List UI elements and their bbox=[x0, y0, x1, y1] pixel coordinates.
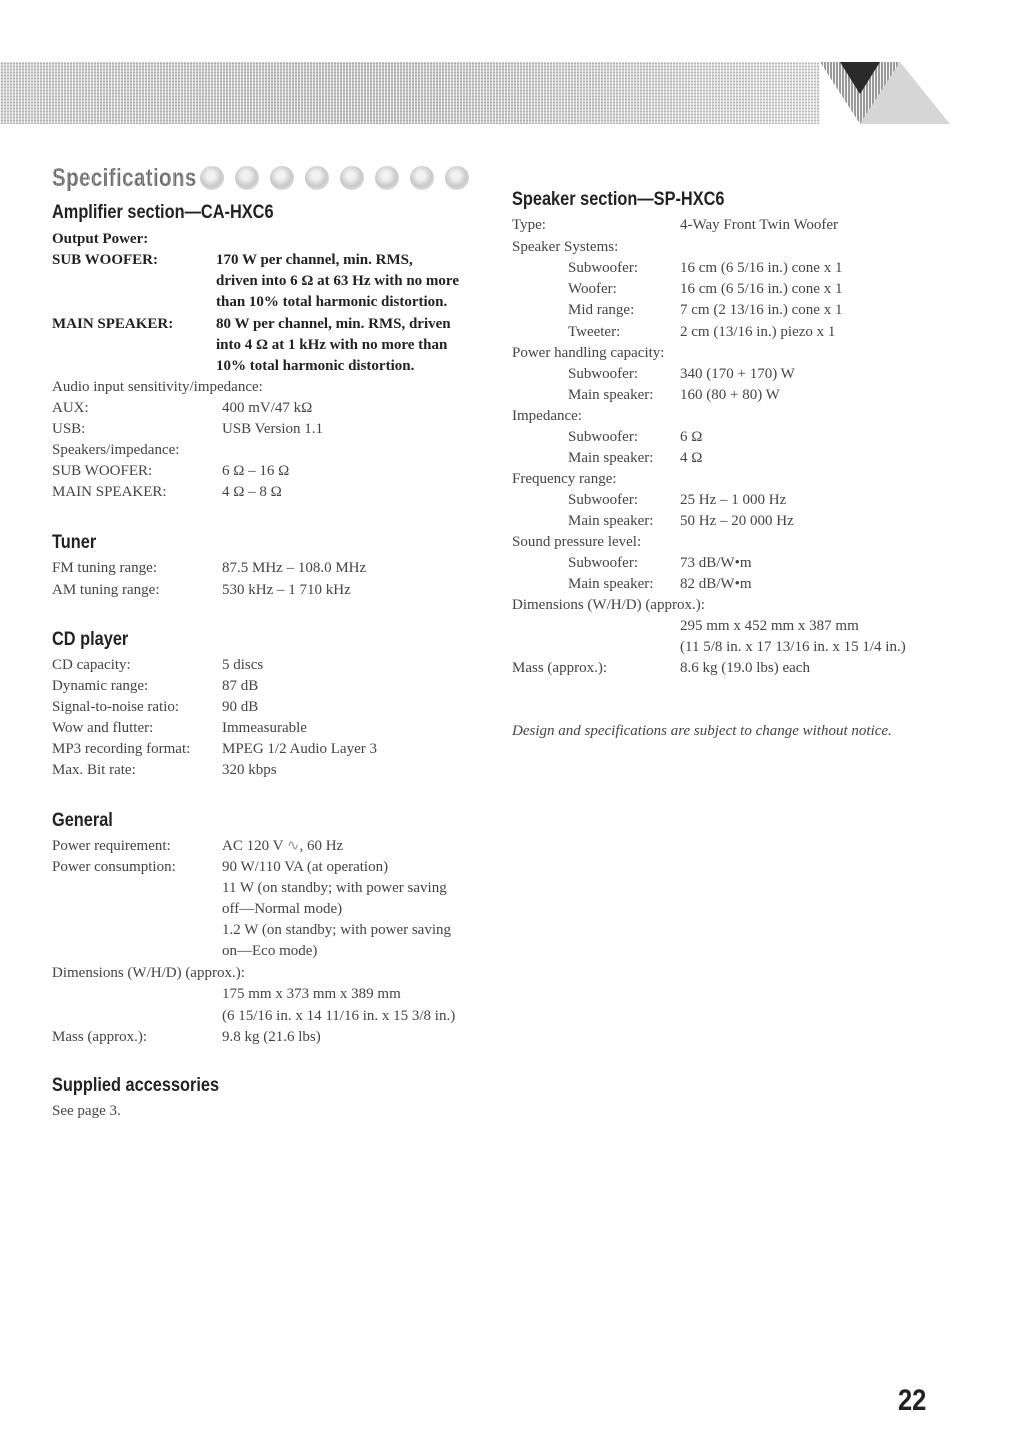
subwoofer-value: 16 cm (6 5/16 in.) cone x 1 bbox=[680, 260, 843, 276]
power-requirement-value bbox=[222, 836, 343, 856]
freq-subwoofer-label: Subwoofer: bbox=[568, 492, 638, 508]
page-title: Specifications bbox=[52, 164, 197, 192]
dot-icon bbox=[445, 166, 469, 190]
spl-main-label: Main speaker: bbox=[568, 576, 654, 592]
speaker-type-value: 4-Way Front Twin Woofer bbox=[680, 217, 839, 233]
general-dimensions-label: Dimensions (W/H/D) (approx.): bbox=[52, 965, 245, 981]
woofer-label: Woofer: bbox=[568, 281, 617, 297]
power-requirement-voltage: AC 120 V bbox=[222, 838, 284, 854]
speakers-impedance-label: Speakers/impedance: bbox=[52, 442, 180, 458]
speaker-mass-value: 8.6 kg (19.0 lbs) each bbox=[680, 660, 810, 676]
main-speaker-power-line: into 4 Ω at 1 kHz with no more than bbox=[216, 337, 448, 353]
power-consumption-line: 90 W/110 VA (at operation) bbox=[222, 859, 389, 875]
speaker-dimensions-label: Dimensions (W/H/D) (approx.): bbox=[512, 597, 705, 613]
sw-impedance-value: 6 Ω – 16 Ω bbox=[222, 463, 290, 479]
power-consumption-line: on—Eco mode) bbox=[222, 943, 318, 959]
am-label: AM tuning range: bbox=[52, 582, 160, 598]
imp-main-label: Main speaker: bbox=[568, 450, 654, 466]
fm-value: 87.5 MHz – 108.0 MHz bbox=[222, 560, 367, 576]
amplifier-heading: Amplifier section—CA-HXC6 bbox=[52, 202, 274, 223]
general-mass-value: 9.8 kg (21.6 lbs) bbox=[222, 1029, 321, 1045]
speaker-dimensions-imperial: (11 5/8 in. x 17 13/16 in. x 15 1/4 in.) bbox=[680, 639, 906, 655]
tweeter-label: Tweeter: bbox=[568, 324, 621, 340]
spl-subwoofer-value: 73 dB/W•m bbox=[680, 555, 752, 571]
aux-value: 400 mV/47 kΩ bbox=[222, 400, 313, 416]
tweeter-value: 2 cm (13/16 in.) piezo x 1 bbox=[680, 324, 836, 340]
speaker-type-label: Type: bbox=[512, 217, 546, 233]
cd-spec-label: Signal-to-noise ratio: bbox=[52, 699, 180, 715]
dot-icon bbox=[235, 166, 259, 190]
main-speaker-power-line: 80 W per channel, min. RMS, driven bbox=[216, 316, 451, 332]
phc-subwoofer-value: 340 (170 + 170) W bbox=[680, 366, 795, 382]
accessories-heading: Supplied accessories bbox=[52, 1075, 220, 1096]
general-dimensions-metric: 175 mm x 373 mm x 389 mm bbox=[222, 986, 401, 1002]
dot-icon bbox=[340, 166, 364, 190]
general-heading: General bbox=[52, 810, 113, 831]
sub-woofer-power-line: than 10% total harmonic distortion. bbox=[216, 294, 448, 310]
power-consumption-label: Power consumption: bbox=[52, 859, 176, 875]
phc-main-label: Main speaker: bbox=[568, 387, 654, 403]
cd-spec-value: Immeasurable bbox=[222, 720, 307, 736]
fm-label: FM tuning range: bbox=[52, 560, 157, 576]
tuner-heading: Tuner bbox=[52, 532, 97, 553]
phc-subwoofer-label: Subwoofer: bbox=[568, 366, 638, 382]
dot-icon bbox=[200, 166, 224, 190]
audio-input-label: Audio input sensitivity/impedance: bbox=[52, 379, 263, 395]
cd-spec-value: 90 dB bbox=[222, 699, 259, 715]
spl-main-value: 82 dB/W•m bbox=[680, 576, 752, 592]
cd-spec-label: Dynamic range: bbox=[52, 678, 149, 694]
phc-main-value: 160 (80 + 80) W bbox=[680, 387, 780, 403]
imp-main-value: 4 Ω bbox=[680, 450, 703, 466]
main-speaker-label: MAIN SPEAKER: bbox=[52, 316, 174, 332]
banner-triangle-graphic bbox=[820, 62, 950, 124]
aux-label: AUX: bbox=[52, 400, 89, 416]
spl-label: Sound pressure level: bbox=[512, 534, 642, 550]
cd-spec-value: 320 kbps bbox=[222, 762, 277, 778]
sw-impedance-label: SUB WOOFER: bbox=[52, 463, 153, 479]
cd-heading: CD player bbox=[52, 629, 129, 650]
imp-subwoofer-label: Subwoofer: bbox=[568, 429, 638, 445]
sub-woofer-power-line: 170 W per channel, min. RMS, bbox=[216, 252, 413, 268]
usb-label: USB: bbox=[52, 421, 86, 437]
freq-subwoofer-value: 25 Hz – 1 000 Hz bbox=[680, 492, 787, 508]
power-consumption-line: 11 W (on standby; with power saving bbox=[222, 880, 447, 896]
cd-spec-value: 87 dB bbox=[222, 678, 259, 694]
dot-icon bbox=[270, 166, 294, 190]
general-mass-label: Mass (approx.): bbox=[52, 1029, 147, 1045]
general-dimensions-imperial: (6 15/16 in. x 14 11/16 in. x 15 3/8 in.) bbox=[222, 1008, 456, 1024]
am-value: 530 kHz – 1 710 kHz bbox=[222, 582, 351, 598]
mid-range-value: 7 cm (2 13/16 in.) cone x 1 bbox=[680, 302, 843, 318]
usb-value: USB Version 1.1 bbox=[222, 421, 323, 437]
power-consumption-line: 1.2 W (on standby; with power saving bbox=[222, 922, 452, 938]
power-consumption-line: off—Normal mode) bbox=[222, 901, 343, 917]
imp-subwoofer-value: 6 Ω bbox=[680, 429, 703, 445]
ms-impedance-label: MAIN SPEAKER: bbox=[52, 484, 167, 500]
frequency-range-label: Frequency range: bbox=[512, 471, 617, 487]
freq-main-value: 50 Hz – 20 000 Hz bbox=[680, 513, 794, 529]
header-banner bbox=[0, 62, 945, 124]
specifications-title-bar bbox=[50, 160, 490, 200]
freq-main-label: Main speaker: bbox=[568, 513, 654, 529]
speaker-systems-label: Speaker Systems: bbox=[512, 239, 619, 255]
dot-icon bbox=[410, 166, 434, 190]
dot-icon bbox=[305, 166, 329, 190]
cd-spec-label: CD capacity: bbox=[52, 657, 131, 673]
sub-woofer-power-line: driven into 6 Ω at 63 Hz with no more bbox=[216, 273, 459, 289]
mid-range-label: Mid range: bbox=[568, 302, 635, 318]
ac-symbol-icon: ∿ bbox=[286, 838, 300, 854]
cd-spec-value: MPEG 1/2 Audio Layer 3 bbox=[222, 741, 377, 757]
cd-spec-label: Wow and flutter: bbox=[52, 720, 154, 736]
impedance-label: Impedance: bbox=[512, 408, 582, 424]
subwoofer-label: Subwoofer: bbox=[568, 260, 638, 276]
power-requirement-frequency: , 60 Hz bbox=[299, 838, 344, 854]
sub-woofer-label: SUB WOOFER: bbox=[52, 252, 158, 268]
power-handling-label: Power handling capacity: bbox=[512, 345, 665, 361]
accessories-text: See page 3. bbox=[52, 1103, 121, 1119]
speaker-heading: Speaker section—SP-HXC6 bbox=[512, 189, 725, 210]
dot-icon bbox=[375, 166, 399, 190]
cd-spec-value: 5 discs bbox=[222, 657, 264, 673]
power-requirement-label: Power requirement: bbox=[52, 838, 171, 854]
speaker-dimensions-metric: 295 mm x 452 mm x 387 mm bbox=[680, 618, 859, 634]
main-speaker-power-line: 10% total harmonic distortion. bbox=[216, 358, 415, 374]
page-number: 22 bbox=[898, 1384, 927, 1417]
woofer-value: 16 cm (6 5/16 in.) cone x 1 bbox=[680, 281, 843, 297]
cd-spec-label: Max. Bit rate: bbox=[52, 762, 136, 778]
change-notice: Design and specifications are subject to change without notice. bbox=[512, 723, 892, 739]
spl-subwoofer-label: Subwoofer: bbox=[568, 555, 638, 571]
ms-impedance-value: 4 Ω – 8 Ω bbox=[222, 484, 282, 500]
speaker-mass-label: Mass (approx.): bbox=[512, 660, 607, 676]
output-power-label: Output Power: bbox=[52, 231, 149, 247]
cd-spec-label: MP3 recording format: bbox=[52, 741, 191, 757]
